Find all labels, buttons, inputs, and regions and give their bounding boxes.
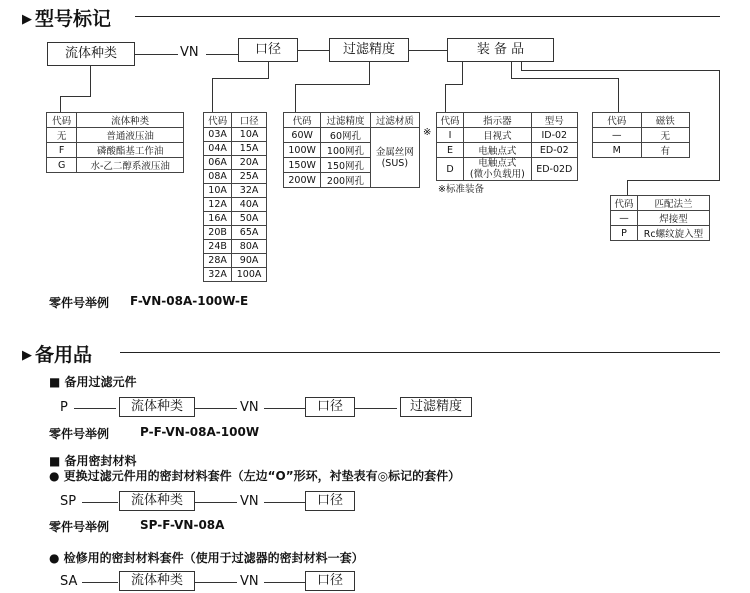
table-row (204, 156, 267, 170)
table-cell: 16A (204, 212, 232, 226)
connector (462, 62, 463, 84)
table-cell: 150W (284, 158, 321, 173)
example-label: 零件号举例 (49, 427, 110, 441)
precision-table (283, 112, 420, 188)
seal-bullet-1: ● 更换过滤元件用的密封材料套件（左边“O”形环，衬垫表有◎标记的套件） (49, 469, 461, 483)
table-cell: 15A (232, 142, 267, 156)
table-cell: 水-乙二醇系液压油 (77, 158, 184, 173)
vn-label: VN (240, 400, 259, 415)
fluid-type-box: 流体种类 (119, 397, 195, 417)
table-cell: 60W (284, 128, 321, 143)
table-cell: 20B (204, 226, 232, 240)
prefix-sp: SP (60, 494, 77, 509)
table-cell: 28A (204, 254, 232, 268)
table-cell: 90A (232, 254, 267, 268)
connector (264, 408, 305, 409)
prefix-sa: SA (60, 574, 78, 589)
section-title-spares: ▶ 备用品 (22, 344, 93, 366)
table-cell: 25A (232, 170, 267, 184)
connector (264, 502, 305, 503)
table-cell: 普通液压油 (77, 128, 184, 143)
seal-bullet-2: ● 检修用的密封材料套件（使用于过滤器的密封材料一套） (49, 551, 364, 565)
table-cell: 40A (232, 198, 267, 212)
table-row (593, 128, 690, 143)
table-cell: 电触点式 (微小负载用) (464, 158, 532, 181)
table-cell: — (593, 128, 642, 143)
table-cell: 磷酸酯基工作油 (77, 143, 184, 158)
connector (409, 50, 447, 51)
standard-note: ※标准装备 (438, 184, 484, 195)
table-cell: I (437, 128, 464, 143)
table-cell: 24B (204, 240, 232, 254)
indicator-table (436, 112, 578, 181)
triangle-icon: ▶ (22, 12, 32, 27)
connector (135, 54, 178, 55)
table-header: 代码 (284, 113, 321, 128)
material-cell: 金属丝网 (SUS) (370, 128, 419, 188)
precision-box: 过滤精度 (329, 38, 409, 62)
table-header: 过滤精度 (321, 113, 370, 128)
table-cell: 150网孔 (321, 158, 370, 173)
table-cell: ED-02 (531, 143, 577, 158)
bore-box: 口径 (305, 491, 355, 511)
connector (206, 54, 238, 55)
table-header: 口径 (232, 113, 267, 128)
bore-table (203, 112, 267, 282)
table-header: 流体种类 (77, 113, 184, 128)
table-cell: Rc螺纹旋入型 (637, 226, 709, 241)
note-mark: ※ (423, 127, 432, 138)
table-cell: — (611, 211, 638, 226)
table-row (47, 128, 184, 143)
table-row (204, 198, 267, 212)
table-header: 代码 (611, 196, 638, 211)
table-cell: 65A (232, 226, 267, 240)
fluid-table (46, 112, 184, 173)
triangle-icon: ▶ (22, 348, 32, 363)
table-cell: 100网孔 (321, 143, 370, 158)
spare-element-heading: ■ 备用过滤元件 (49, 375, 137, 389)
table-cell: G (47, 158, 77, 173)
prefix-p: P (60, 400, 68, 415)
table-header: 代码 (47, 113, 77, 128)
connector (521, 62, 522, 70)
example-value: F-VN-08A-100W-E (130, 294, 249, 308)
table-cell: 焊接型 (637, 211, 709, 226)
connector (195, 408, 237, 409)
connector (90, 66, 91, 96)
table-cell: 10A (232, 128, 267, 142)
connector (212, 78, 213, 112)
table-row (204, 212, 267, 226)
connector (60, 96, 91, 97)
connector (82, 502, 118, 503)
example-label: 零件号举例 (49, 520, 110, 534)
table-cell: 60网孔 (321, 128, 370, 143)
divider (135, 16, 720, 17)
table-cell: 32A (204, 268, 232, 282)
table-row (204, 184, 267, 198)
table-row (611, 211, 710, 226)
table-header: 磁铁 (641, 113, 690, 128)
table-cell: F (47, 143, 77, 158)
connector (445, 84, 463, 85)
table-row (204, 226, 267, 240)
table-cell: 04A (204, 142, 232, 156)
divider (120, 352, 720, 353)
table-cell: ED-02D (531, 158, 577, 181)
equipment-box: 装 备 品 (447, 38, 554, 62)
fluid-type-box: 流体种类 (47, 42, 135, 66)
table-row (47, 158, 184, 173)
connector (82, 582, 118, 583)
fluid-type-box: 流体种类 (119, 491, 195, 511)
connector (627, 180, 628, 195)
connector (295, 84, 296, 112)
bore-box: 口径 (238, 38, 298, 62)
table-row (611, 226, 710, 241)
table-cell: 无 (641, 128, 690, 143)
table-cell: 50A (232, 212, 267, 226)
connector (212, 78, 269, 79)
table-header: 型号 (531, 113, 577, 128)
table-row (47, 143, 184, 158)
example-value: P-F-VN-08A-100W (140, 425, 260, 439)
table-cell: 08A (204, 170, 232, 184)
table-row (437, 158, 578, 181)
table-header: 代码 (204, 113, 232, 128)
table-header: 代码 (593, 113, 642, 128)
table-cell: 80A (232, 240, 267, 254)
table-cell: 200网孔 (321, 173, 370, 188)
table-row (437, 143, 578, 158)
table-cell: 12A (204, 198, 232, 212)
spare-seal-heading: ■ 备用密封材料 (49, 454, 137, 468)
flange-table (610, 195, 710, 241)
table-cell: 100W (284, 143, 321, 158)
bore-box: 口径 (305, 571, 355, 591)
connector (369, 62, 370, 84)
table-cell: 电触点式 (464, 143, 532, 158)
table-row (284, 128, 420, 143)
vn-label: VN (240, 494, 259, 509)
table-cell: 目视式 (464, 128, 532, 143)
table-row (437, 128, 578, 143)
table-cell: 200W (284, 173, 321, 188)
table-cell: M (593, 143, 642, 158)
example-value: SP-F-VN-08A (140, 518, 225, 532)
connector (719, 70, 720, 180)
table-cell: 32A (232, 184, 267, 198)
table-cell: 100A (232, 268, 267, 282)
connector (355, 408, 397, 409)
table-row (204, 268, 267, 282)
table-cell: 06A (204, 156, 232, 170)
table-cell: P (611, 226, 638, 241)
vn-label: VN (240, 574, 259, 589)
connector (521, 70, 719, 71)
table-cell: D (437, 158, 464, 181)
table-row (204, 240, 267, 254)
table-header: 指示器 (464, 113, 532, 128)
connector (511, 78, 619, 79)
precision-box: 过滤精度 (400, 397, 472, 417)
table-header: 代码 (437, 113, 464, 128)
table-cell: 有 (641, 143, 690, 158)
table-cell: 10A (204, 184, 232, 198)
connector (295, 84, 370, 85)
magnet-table (592, 112, 690, 158)
table-row (204, 142, 267, 156)
table-row (204, 170, 267, 184)
connector (195, 582, 237, 583)
connector (195, 502, 237, 503)
table-cell: ID-02 (531, 128, 577, 143)
vn-label: VN (180, 45, 199, 60)
table-row (593, 143, 690, 158)
connector (298, 50, 329, 51)
table-header: 匹配法兰 (637, 196, 709, 211)
connector (74, 408, 116, 409)
fluid-type-box: 流体种类 (119, 571, 195, 591)
connector (60, 96, 61, 112)
connector (445, 84, 446, 112)
table-cell: E (437, 143, 464, 158)
bore-box: 口径 (305, 397, 355, 417)
table-cell: 03A (204, 128, 232, 142)
table-header: 过滤材质 (370, 113, 419, 128)
connector (511, 62, 512, 78)
connector (268, 62, 269, 78)
connector (618, 78, 619, 112)
connector (627, 180, 720, 181)
table-row (204, 254, 267, 268)
connector (264, 582, 305, 583)
section-title-model: ▶ 型号标记 (22, 8, 112, 30)
example-label: 零件号举例 (49, 296, 110, 310)
table-row (204, 128, 267, 142)
table-cell: 20A (232, 156, 267, 170)
table-cell: 无 (47, 128, 77, 143)
